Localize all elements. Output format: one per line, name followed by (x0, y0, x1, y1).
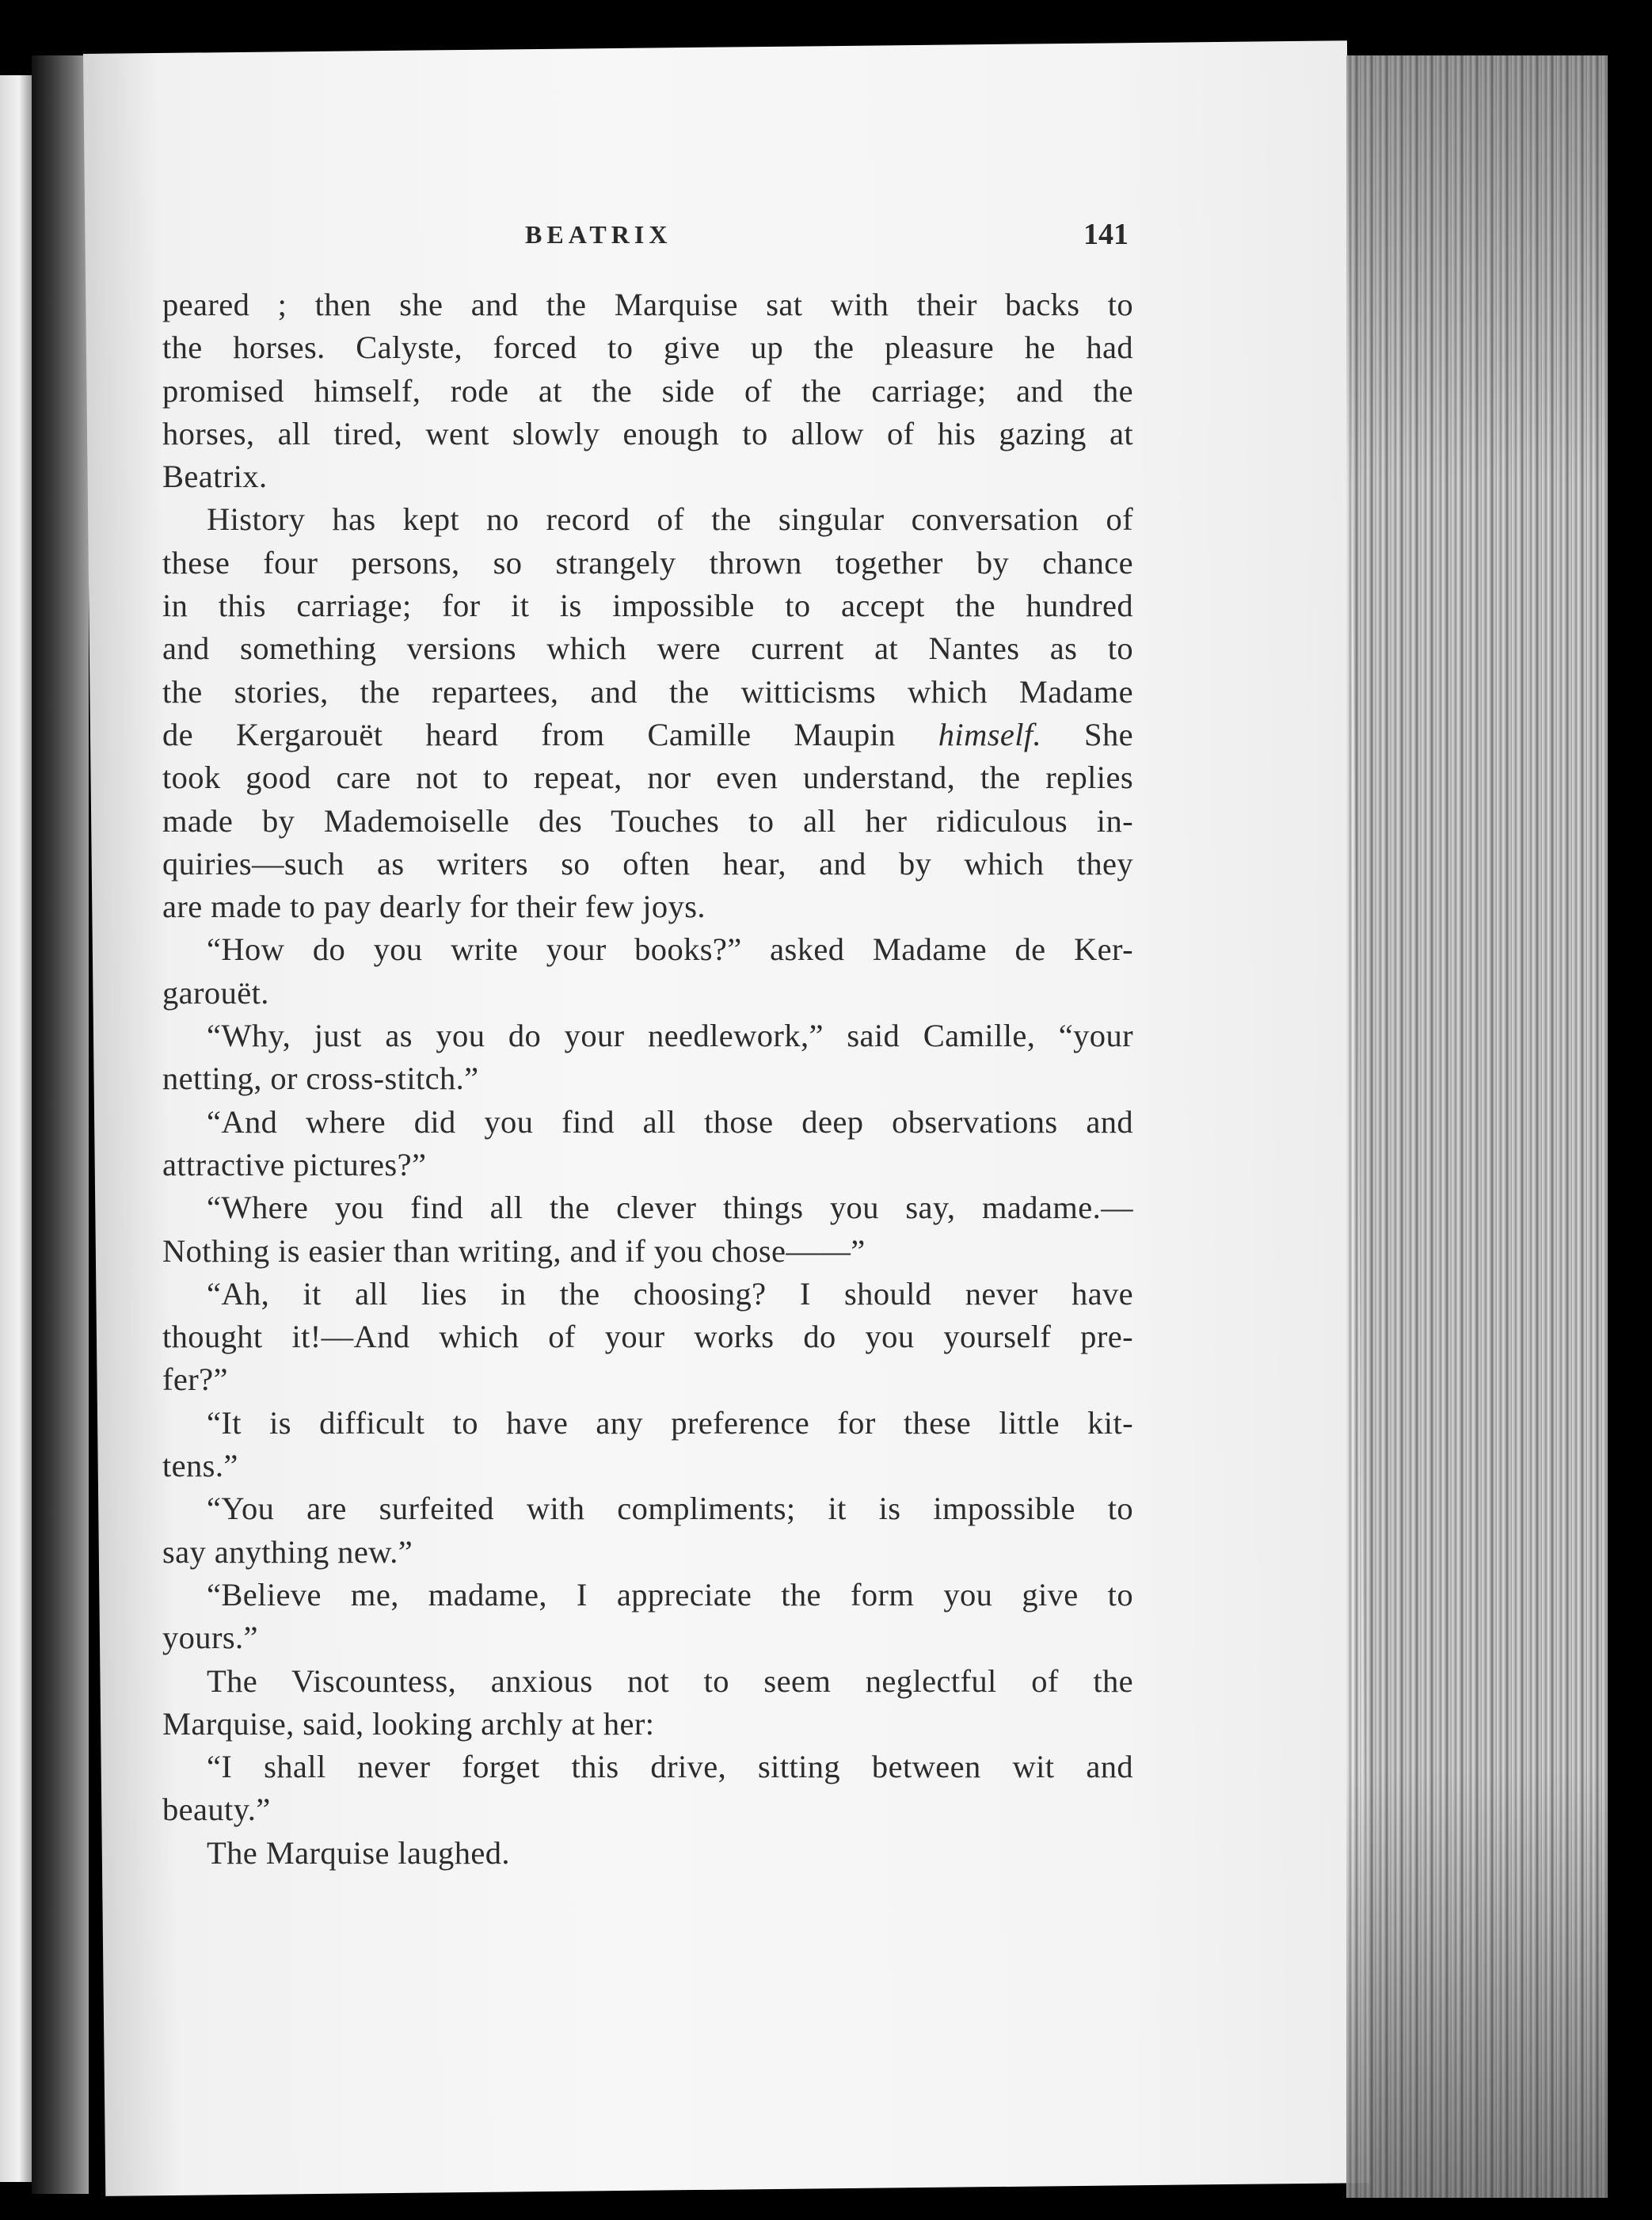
text-line-main: thought it!—And which of your works do you yourself pre- (162, 1319, 1133, 1355)
text-line (162, 1101, 1133, 1144)
left-page-edge (0, 75, 32, 2182)
text-line (162, 585, 1133, 627)
text-line (162, 972, 1133, 1015)
page-number: 141 (1083, 218, 1129, 251)
text-line (162, 542, 1133, 585)
text-line (162, 326, 1133, 369)
text-line (162, 627, 1133, 670)
text-line-main: “You are surfeited with compliments; it is impossible to (207, 1491, 1133, 1527)
text-line-main: tens.” (162, 1448, 238, 1484)
text-line-main: “How do you write your books?” asked Madame de Ker- (207, 931, 1133, 968)
text-line-main: Beatrix. (162, 459, 268, 495)
text-line-main: in this carriage; for it is impossible to accept the hundred (162, 588, 1133, 624)
text-line-main: say anything new.” (162, 1533, 413, 1570)
text-line (162, 843, 1133, 885)
text-line (162, 413, 1133, 455)
text-line-main: “Ah, it all lies in the choosing? I should never have (207, 1275, 1133, 1312)
text-line-main: yours.” (162, 1620, 258, 1656)
text-line-main: “It is difficult to have any preference for these little kit- (207, 1404, 1133, 1441)
text-line (162, 1316, 1133, 1358)
running-title: BEATRIX (525, 220, 672, 249)
text-line (162, 1660, 1133, 1703)
text-line (162, 1186, 1133, 1229)
text-line (162, 1487, 1133, 1530)
text-line (162, 1230, 1133, 1273)
text-line (162, 1015, 1133, 1057)
text-line-main: netting, or cross-stitch.” (162, 1060, 479, 1097)
italic-emphasis: himself. (938, 716, 1042, 752)
text-line-main: de Kergarouët heard from Camille Maupin (162, 716, 938, 752)
text-line-main: horses, all tired, went slowly enough to allow of his gazing at (162, 415, 1133, 451)
text-line-main: “Why, just as you do your needlework,” said Camille, “your (207, 1018, 1133, 1054)
text-line (162, 498, 1133, 541)
text-line (162, 756, 1133, 799)
text-line (162, 1057, 1133, 1100)
text-line-main: the horses. Calyste, forced to give up the pleasure he had (162, 329, 1133, 366)
text-line (162, 1531, 1133, 1574)
text-line (162, 1788, 1133, 1831)
text-line-main: “And where did you find all those deep observations and (207, 1103, 1133, 1140)
page-stack-shade (1346, 55, 1608, 2198)
text-line-main: the stories, the repartees, and the witticisms which Madame (162, 673, 1133, 710)
text-line (162, 1402, 1133, 1445)
text-line-main: Nothing is easier than writing, and if you chose——” (162, 1232, 866, 1269)
text-line-main: The Marquise laughed. (207, 1834, 510, 1871)
text-line (162, 1273, 1133, 1316)
text-line-tail: She (1041, 716, 1133, 752)
text-line-main: “I shall never forget this drive, sitting between wit and (207, 1749, 1133, 1785)
text-line-main: Marquise, said, looking archly at her: (162, 1705, 655, 1742)
text-line (162, 1144, 1133, 1186)
text-line-main: fer?” (162, 1361, 228, 1398)
text-line-main: garouët. (162, 974, 269, 1011)
text-line (162, 455, 1133, 498)
text-line-main: are made to pay dearly for their few joys. (162, 889, 706, 925)
text-line-main: these four persons, so strangely thrown together by chance (162, 544, 1133, 581)
text-line (162, 370, 1133, 413)
text-line-main: promised himself, rode at the side of the carriage; and the (162, 372, 1133, 409)
text-line-main: attractive pictures?” (162, 1146, 427, 1182)
text-line-main: beauty.” (162, 1792, 271, 1828)
text-line-main: “Believe me, madame, I appreciate the form you give to (207, 1576, 1133, 1613)
text-line (162, 284, 1133, 326)
text-line (162, 1616, 1133, 1659)
text-line (162, 885, 1133, 928)
text-line (162, 1574, 1133, 1616)
text-line-main: made by Mademoiselle des Touches to all her ridiculous in- (162, 802, 1133, 839)
text-line (162, 800, 1133, 843)
text-line (162, 1445, 1133, 1487)
text-line (162, 1832, 1133, 1875)
page-header (162, 214, 1129, 261)
text-line-main: and something versions which were current at Nantes as to (162, 630, 1133, 667)
text-line-main: The Viscountess, anxious not to seem neglectful of the (207, 1662, 1133, 1699)
text-line (162, 671, 1133, 714)
text-line-main: quiries—such as writers so often hear, and by which they (162, 845, 1133, 882)
text-line-main: took good care not to repeat, nor even understand, the replies (162, 760, 1133, 796)
text-line (162, 714, 1133, 756)
text-line-main: “Where you find all the clever things you say, madame.— (207, 1190, 1133, 1226)
text-line (162, 1746, 1133, 1788)
text-line (162, 1358, 1133, 1401)
text-line-main: History has kept no record of the singular conversation of (207, 501, 1133, 538)
text-line-main: peared ; then she and the Marquise sat with their backs to (162, 287, 1133, 322)
body-text (162, 284, 1133, 1875)
text-line (162, 928, 1133, 971)
book-gutter-shadow (32, 55, 89, 2194)
text-line (162, 1703, 1133, 1746)
